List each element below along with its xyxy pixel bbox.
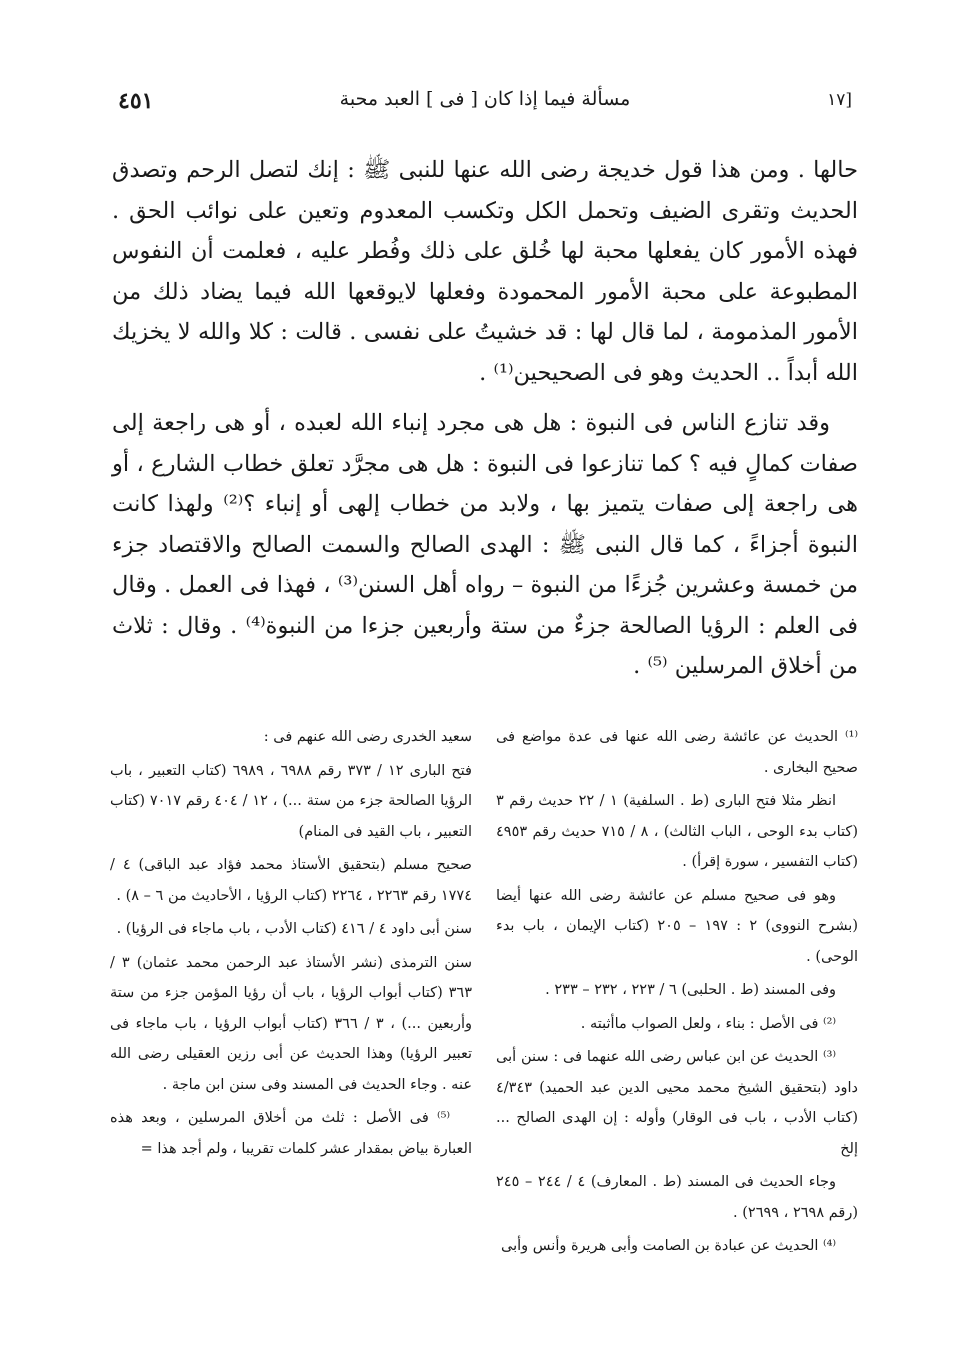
footnote: ⁽¹⁾ الحديث عن عائشة رضى الله عنها فى عدة مواضع فى صحيح البخارى . [496,729,858,776]
footnote: سعيد الخدرى رضى الله عنهم فى : [263,729,472,745]
footnote: ⁽²⁾ فى الأصل : بناء ، ولعل الصواب ماأثبته . [580,1015,836,1032]
footnote: انظر مثلا فتح البارى (ط . السلفية) ١ / ٢٢ حديث رقم ٣ (كتاب بدء الوحى ، الباب الثالث) ، ٨ / ٧١٥ حديث رقم ٤٩٥٣ (كتاب التفسير ، سورة إقرأ) . [496,793,858,870]
footnote: سنن الترمذى (نشر الأستاذ عبد الرحمن محمد عثمان) ٣ / ٣٦٣ (كتاب أبواب الرؤيا ، باب أن رؤيا المؤمن جزء من ستة وأربعين ...) ، ٣ / ٣٦٦ (كتاب أبواب الرؤيا ، باب ماجاء فى تعبير الرؤيا) وهذا الحديث عن أبى رزين العقيلى رضى الله عنه . وجاء الحديث فى المسند وفى سنن ابن ماجة . [110,954,472,1093]
footnote: ⁽³⁾ الحديث عن ابن عباس رضى الله عنهما فى : سنن أبى داود (بتحقيق الشيخ محمد محيى الدين عبد الحميد) ٤/٣٤٣ (كتاب الأدب ، باب فى الوقار) وأوله : إن الهدى الصالح ... إلخ [496,1049,858,1157]
footnote: فتح البارى ١٢ / ٣٧٣ رقم ٦٩٨٨ ، ٦٩٨٩ (كتاب التعبير ، باب الرؤيا الصالحة جزء من ستة ...) ، ١٢ / ٤٠٤ رقم ٧٠١٧ (كتاب التعبير ، باب القيد فى المنام) [110,762,472,840]
footnote: ⁽⁴⁾ الحديث عن عبادة بن الصامت وأبى هريرة وأنس وأبى [501,1238,836,1254]
page-header [118,88,852,118]
running-title: مسألة فيما إذا كان [ فى ] العبد محبة [339,88,631,110]
footnote: ⁽⁵⁾ فى الأصل : ثلث من أخلاق المرسلين ، وبعد هذه العبارة بياض بمقدار عشر كلمات تقريبا ، ولم أجد هذا = [110,1110,472,1157]
footnote: سنن أبى داود ٤ / ٤١٦ (كتاب الأدب ، باب ماجاء فى الرؤيا) . [116,921,472,937]
section-reference: [١٧ [827,90,852,110]
footnotes-left-column [110,722,472,1167]
footnotes-right-column [496,722,858,1265]
footnote: وفى المسند (ط . الحلبى) ٦ / ٢٢٣ ، ٢٣٢ – ٢٣٣ . [545,982,836,998]
paragraph: وقد تنازع الناس فى النبوة : هل هى مجرد إنباء الله لعبده ، أو هى راجعة إلى صفات كمالٍ فيه ؟ كما تنازعوا فى النبوة : هل هى مجرَّد تعلق خطاب الشارع ، أو هى راجعة إلى صفات يتميز بها ، ولابد من خطاب إلهى أو إنباء ؟⁽²⁾ ولهذا كانت النبوة أجزاءً ، كما قال النبى ﷺ : الهدى الصالح والسمت الصالح والاقتصاد جزء من خمسة وعشرين جُزءًا من النبوة – رواه أهل السنن⁽³⁾ ، فهذا فى العمل . وقال فى العلم : الرؤيا الصالحة جزءٌ من ستة وأربعين جزءا من النبوة⁽⁴⁾ . وقال : ثلاث من أخلاق المرسلين ⁽⁵⁾ . [112,410,858,679]
footnote: صحيح مسلم (بتحقيق الأستاذ محمد فؤاد عبد الباقى) ٤ / ١٧٧٤ رقم ٢٢٦٣ ، ٢٢٦٤ (كتاب الرؤيا ، الأحاديث من ٦ – ٨) . [110,857,472,904]
footnote: وجاء الحديث فى المسند (ط . المعارف) ٤ / ٢٤٤ – ٢٤٥ (رقم ٢٦٩٨ ، ٢٦٩٩) . [496,1174,858,1221]
main-text [112,150,858,687]
paragraph: حالها . ومن هذا قول خديجة رضى الله عنها للنبى ﷺ : إنك لتصل الرحم وتصدق الحديث وتقرى الضيف وتحمل الكل وتكسب المعدوم وتعين على نوائب الحق . فهذه الأمور كان يفعلها محبة لها خُلق على ذلك وفُطر عليه ، فعلمت أن النفوس المطبوعة على محبة الأمور المحمودة وفعلها لايوقعها الله فيما يضاد ذلك من الأمور المذمومة ، لما قال لها : قد خشيتُ على نفسى . قالت : كلا والله لا يخزيك الله أبداً .. الحديث وهو فى الصحيحين⁽¹⁾ . [112,157,858,386]
page-number: ٤٥١ [118,88,154,114]
footnote: وهو فى صحيح مسلم عن عائشة رضى الله عنها أيضا (بشرح النووى) ٢ : ١٩٧ – ٢٠٥ (كتاب الإيمان ، باب بدء الوحى) . [496,887,859,965]
